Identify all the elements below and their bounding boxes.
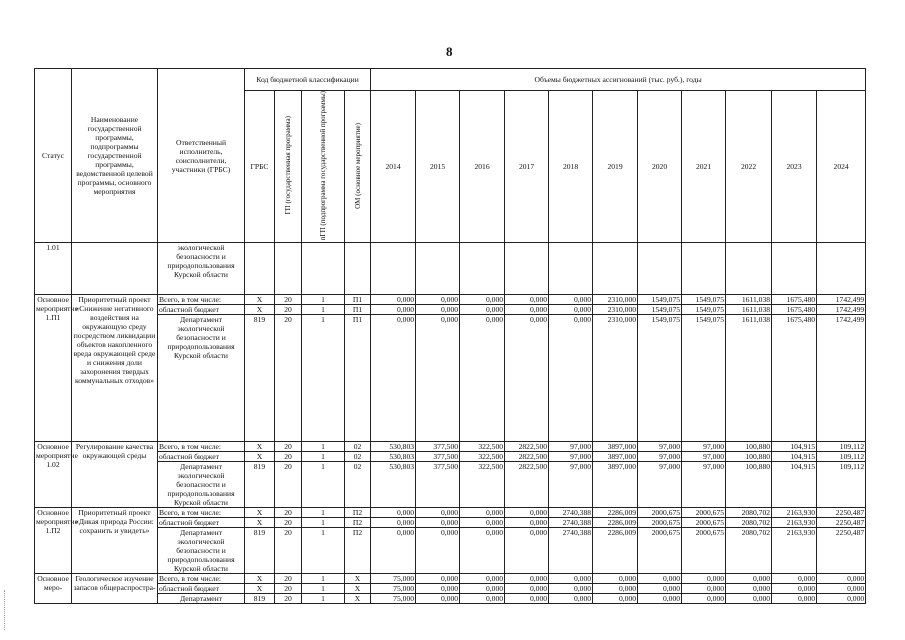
value-cell: 2286,009 [593, 518, 638, 528]
value-cell: 2080,702 [726, 528, 772, 574]
responsible-cell: областной бюджет [158, 305, 245, 315]
value-cell: 2286,009 [593, 508, 638, 518]
header-year: 2020 [638, 91, 682, 243]
om-cell: П1 [345, 315, 371, 442]
value-cell: 1549,075 [682, 295, 726, 305]
value-cell: 322,500 [460, 442, 505, 452]
empty-cell [345, 243, 371, 295]
value-cell: 75,000 [371, 584, 416, 594]
empty-cell [275, 243, 302, 295]
value-cell: 1742,499 [817, 315, 866, 442]
om-cell: 02 [345, 462, 371, 508]
value-cell: 0,000 [505, 508, 549, 518]
value-cell: 0,000 [505, 315, 549, 442]
value-cell: 530,803 [371, 442, 416, 452]
responsible-cell: областной бюджет [158, 452, 245, 462]
value-cell: 377,500 [416, 452, 460, 462]
empty-cell [371, 243, 416, 295]
value-cell: 0,000 [726, 594, 772, 604]
responsible-cell: областной бюджет [158, 518, 245, 528]
value-cell: 0,000 [638, 584, 682, 594]
om-cell: П2 [345, 518, 371, 528]
om-cell: X [345, 594, 371, 604]
value-cell: 2163,930 [772, 528, 817, 574]
grbs-cell: X [245, 442, 275, 452]
value-cell: 0,000 [416, 594, 460, 604]
value-cell: 0,000 [460, 518, 505, 528]
om-cell: П1 [345, 305, 371, 315]
value-cell: 0,000 [726, 584, 772, 594]
value-cell: 2310,000 [593, 295, 638, 305]
header-kbk: Код бюджетной классификации [245, 69, 371, 91]
value-cell: 0,000 [817, 584, 866, 594]
responsible-cell: Департамент экологической безопасности и природопользования Курской области [158, 462, 245, 508]
value-cell: 3897,000 [593, 452, 638, 462]
header-grbs: ГРБС [245, 91, 275, 243]
value-cell: 0,000 [505, 305, 549, 315]
value-cell: 0,000 [371, 528, 416, 574]
value-cell: 2163,930 [772, 518, 817, 528]
value-cell: 104,915 [772, 442, 817, 452]
header-om-cell [345, 91, 371, 243]
name-cell [72, 243, 158, 295]
value-cell: 0,000 [772, 584, 817, 594]
header-gp: ГП (государственная программа) [284, 116, 292, 215]
value-cell: 0,000 [505, 295, 549, 305]
om-cell: X [345, 584, 371, 594]
budget-table [34, 68, 866, 604]
grbs-cell: 819 [245, 594, 275, 604]
value-cell: 0,000 [549, 295, 593, 305]
value-cell: 1549,075 [682, 305, 726, 315]
value-cell: 109,112 [817, 442, 866, 452]
value-cell: 0,000 [549, 594, 593, 604]
empty-cell [593, 243, 638, 295]
value-cell: 104,915 [772, 462, 817, 508]
value-cell: 0,000 [460, 584, 505, 594]
header-name: Наименование государственной программы, подпрограммы государственной программы, ведомственной целевой программы, основного мероприятия [72, 69, 158, 243]
om-cell: 02 [345, 442, 371, 452]
gp-cell: 20 [275, 462, 302, 508]
header-year: 2023 [772, 91, 817, 243]
value-cell: 0,000 [416, 295, 460, 305]
gp-cell: 20 [275, 584, 302, 594]
value-cell: 1549,075 [638, 315, 682, 442]
value-cell: 2000,675 [638, 508, 682, 518]
value-cell: 0,000 [638, 594, 682, 604]
grbs-cell: X [245, 584, 275, 594]
value-cell: 2822,500 [505, 462, 549, 508]
responsible-cell: Всего, в том числе: [158, 574, 245, 584]
value-cell: 0,000 [549, 305, 593, 315]
header-year: 2021 [682, 91, 726, 243]
value-cell: 1611,038 [726, 315, 772, 442]
value-cell: 0,000 [817, 574, 866, 584]
value-cell: 2822,500 [505, 452, 549, 462]
header-status: Статус [35, 69, 72, 243]
value-cell: 75,000 [371, 594, 416, 604]
gp-cell: 20 [275, 574, 302, 584]
header-year: 2022 [726, 91, 772, 243]
grbs-cell: 819 [245, 462, 275, 508]
value-cell: 0,000 [371, 518, 416, 528]
value-cell: 2286,009 [593, 528, 638, 574]
responsible-cell: Департамент экологической безопасности и природопользования Курской области [158, 315, 245, 442]
value-cell: 0,000 [772, 594, 817, 604]
table-row [35, 528, 866, 574]
grbs-cell: 819 [245, 528, 275, 574]
om-cell: П1 [345, 295, 371, 305]
gp-cell: 20 [275, 452, 302, 462]
value-cell: 0,000 [505, 518, 549, 528]
value-cell: 1549,075 [638, 305, 682, 315]
grbs-cell: X [245, 508, 275, 518]
pgp-cell: 1 [302, 518, 345, 528]
gp-cell: 20 [275, 442, 302, 452]
header-gp-cell [275, 91, 302, 243]
value-cell: 0,000 [460, 528, 505, 574]
grbs-cell: X [245, 295, 275, 305]
value-cell: 0,000 [460, 315, 505, 442]
value-cell: 1611,038 [726, 295, 772, 305]
grbs-cell: X [245, 305, 275, 315]
value-cell: 0,000 [505, 594, 549, 604]
value-cell: 530,803 [371, 462, 416, 508]
table-row [35, 518, 866, 528]
value-cell: 1675,480 [772, 305, 817, 315]
value-cell: 2000,675 [682, 518, 726, 528]
grbs-cell: X [245, 518, 275, 528]
empty-cell [505, 243, 549, 295]
value-cell: 0,000 [371, 305, 416, 315]
status-cell: Основное мероприятие 1.П1 [35, 295, 72, 442]
name-cell: Приоритетный проект «Снижение негативного воздействия на окружающую среду посредством ликвидации объектов накопленного вреда окружающей среде и снижения доли захоронения твердых коммунальных отходов» [72, 295, 158, 442]
table-row [35, 574, 866, 584]
header-year: 2014 [371, 91, 416, 243]
value-cell: 0,000 [416, 305, 460, 315]
responsible-cell: Всего, в том числе: [158, 442, 245, 452]
value-cell: 1675,480 [772, 295, 817, 305]
value-cell: 2000,675 [682, 508, 726, 518]
value-cell: 2000,675 [638, 528, 682, 574]
value-cell: 0,000 [416, 574, 460, 584]
value-cell: 3897,000 [593, 442, 638, 452]
name-cell: Приоритетный проект «Дикая природа России: сохранить и увидеть» [72, 508, 158, 574]
grbs-cell: 819 [245, 315, 275, 442]
responsible-cell: Всего, в том числе: [158, 295, 245, 305]
pgp-cell: 1 [302, 574, 345, 584]
empty-cell [682, 243, 726, 295]
value-cell: 0,000 [416, 518, 460, 528]
pgp-cell: 1 [302, 462, 345, 508]
value-cell: 2250,487 [817, 528, 866, 574]
table-body [35, 243, 866, 604]
header-year: 2017 [505, 91, 549, 243]
value-cell: 100,880 [726, 462, 772, 508]
empty-cell [460, 243, 505, 295]
header-year: 2018 [549, 91, 593, 243]
gp-cell: 20 [275, 518, 302, 528]
responsible-cell: областной бюджет [158, 584, 245, 594]
value-cell: 1611,038 [726, 305, 772, 315]
value-cell: 2740,388 [549, 508, 593, 518]
table-row [35, 462, 866, 508]
status-cell: Основное меро- [35, 574, 72, 604]
header-year: 2019 [593, 91, 638, 243]
value-cell: 109,112 [817, 462, 866, 508]
value-cell: 0,000 [682, 584, 726, 594]
gp-cell: 20 [275, 594, 302, 604]
table-row [35, 584, 866, 594]
value-cell: 0,000 [505, 584, 549, 594]
om-cell: 02 [345, 452, 371, 462]
value-cell: 2080,702 [726, 518, 772, 528]
table-row [35, 315, 866, 442]
value-cell: 104,915 [772, 452, 817, 462]
value-cell: 0,000 [593, 594, 638, 604]
value-cell: 0,000 [416, 584, 460, 594]
value-cell: 97,000 [549, 442, 593, 452]
value-cell: 1742,499 [817, 305, 866, 315]
pgp-cell: 1 [302, 528, 345, 574]
value-cell: 97,000 [638, 442, 682, 452]
om-cell: П2 [345, 508, 371, 518]
table-row [35, 295, 866, 305]
table-row [35, 452, 866, 462]
value-cell: 97,000 [549, 462, 593, 508]
value-cell: 322,500 [460, 452, 505, 462]
grbs-cell: X [245, 452, 275, 462]
pgp-cell: 1 [302, 315, 345, 442]
header-volumes: Объемы бюджетных ассигнований (тыс. руб.), годы [371, 69, 866, 91]
value-cell: 0,000 [460, 594, 505, 604]
value-cell: 100,880 [726, 442, 772, 452]
header-responsible: Ответственный исполнитель, соисполнители, участники (ГРБС) [158, 69, 245, 243]
status-cell: 1.01 [35, 243, 72, 295]
table-row [35, 508, 866, 518]
value-cell: 0,000 [371, 315, 416, 442]
value-cell: 1675,480 [772, 315, 817, 442]
status-cell: Основное мероприятие 1.02 [35, 442, 72, 508]
value-cell: 97,000 [638, 462, 682, 508]
value-cell: 0,000 [371, 508, 416, 518]
empty-cell [549, 243, 593, 295]
value-cell: 0,000 [416, 315, 460, 442]
gp-cell: 20 [275, 528, 302, 574]
value-cell: 2250,487 [817, 518, 866, 528]
value-cell: 97,000 [638, 452, 682, 462]
gp-cell: 20 [275, 315, 302, 442]
value-cell: 377,500 [416, 442, 460, 452]
value-cell: 0,000 [549, 574, 593, 584]
continuation-row [35, 243, 866, 295]
gp-cell: 20 [275, 508, 302, 518]
gp-cell: 20 [275, 295, 302, 305]
value-cell: 1742,499 [817, 295, 866, 305]
value-cell: 2080,702 [726, 508, 772, 518]
value-cell: 109,112 [817, 452, 866, 462]
value-cell: 0,000 [638, 574, 682, 584]
value-cell: 0,000 [549, 315, 593, 442]
value-cell: 322,500 [460, 462, 505, 508]
value-cell: 97,000 [682, 462, 726, 508]
pgp-cell: 1 [302, 452, 345, 462]
value-cell: 97,000 [682, 452, 726, 462]
page-number: 8 [446, 44, 453, 59]
value-cell: 0,000 [682, 594, 726, 604]
responsible-cell: Департамент [158, 594, 245, 604]
value-cell: 0,000 [593, 574, 638, 584]
empty-cell [638, 243, 682, 295]
value-cell: 2250,487 [817, 508, 866, 518]
name-cell: Регулирование качества окружающей среды [72, 442, 158, 508]
value-cell: 377,500 [416, 462, 460, 508]
value-cell: 2822,500 [505, 442, 549, 452]
header-om: ОМ (основное мероприятие) [353, 122, 362, 209]
pgp-cell: 1 [302, 508, 345, 518]
empty-cell [817, 243, 866, 295]
value-cell: 0,000 [593, 584, 638, 594]
margin-mark [4, 590, 6, 630]
empty-cell [302, 243, 345, 295]
pgp-cell: 1 [302, 442, 345, 452]
header-year: 2016 [460, 91, 505, 243]
empty-cell [245, 243, 275, 295]
status-cell: Основное мероприятие 1.П2 [35, 508, 72, 574]
value-cell: 3897,000 [593, 462, 638, 508]
grbs-cell: X [245, 574, 275, 584]
gp-cell: 20 [275, 305, 302, 315]
value-cell: 0,000 [817, 594, 866, 604]
value-cell: 100,880 [726, 452, 772, 462]
pgp-cell: 1 [302, 305, 345, 315]
value-cell: 97,000 [682, 442, 726, 452]
value-cell: 0,000 [549, 584, 593, 594]
name-cell: Геологическое изучение запасов общераспростра- [72, 574, 158, 604]
value-cell: 0,000 [505, 574, 549, 584]
value-cell: 0,000 [416, 508, 460, 518]
value-cell: 1549,075 [682, 315, 726, 442]
header-pgp: пГП (подпрограмма государственной программы) [319, 91, 327, 241]
value-cell: 2310,000 [593, 315, 638, 442]
table-row [35, 594, 866, 604]
pgp-cell: 1 [302, 594, 345, 604]
value-cell: 0,000 [682, 574, 726, 584]
empty-cell [772, 243, 817, 295]
value-cell: 0,000 [460, 508, 505, 518]
om-cell: X [345, 574, 371, 584]
pgp-cell: 1 [302, 584, 345, 594]
value-cell: 0,000 [460, 574, 505, 584]
responsible-cell: Департамент экологической безопасности и природопользования Курской области [158, 528, 245, 574]
value-cell: 530,803 [371, 452, 416, 462]
responsible-cell: Всего, в том числе: [158, 508, 245, 518]
responsible-cell: экологической безопасности и природопользования Курской области [158, 243, 245, 295]
table-row [35, 442, 866, 452]
value-cell: 0,000 [460, 305, 505, 315]
value-cell: 2000,675 [682, 528, 726, 574]
value-cell: 0,000 [371, 295, 416, 305]
header-year: 2015 [416, 91, 460, 243]
empty-cell [416, 243, 460, 295]
value-cell: 2163,930 [772, 508, 817, 518]
value-cell: 2000,675 [638, 518, 682, 528]
value-cell: 2310,000 [593, 305, 638, 315]
value-cell: 75,000 [371, 574, 416, 584]
value-cell: 2740,388 [549, 528, 593, 574]
value-cell: 2740,388 [549, 518, 593, 528]
table-row [35, 305, 866, 315]
value-cell: 0,000 [416, 528, 460, 574]
value-cell: 1549,075 [638, 295, 682, 305]
value-cell: 0,000 [772, 574, 817, 584]
value-cell: 97,000 [549, 452, 593, 462]
value-cell: 0,000 [726, 574, 772, 584]
header-year: 2024 [817, 91, 866, 243]
pgp-cell: 1 [302, 295, 345, 305]
value-cell: 0,000 [460, 295, 505, 305]
header-pgp-cell [302, 91, 345, 243]
value-cell: 0,000 [505, 528, 549, 574]
empty-cell [726, 243, 772, 295]
om-cell: П2 [345, 528, 371, 574]
